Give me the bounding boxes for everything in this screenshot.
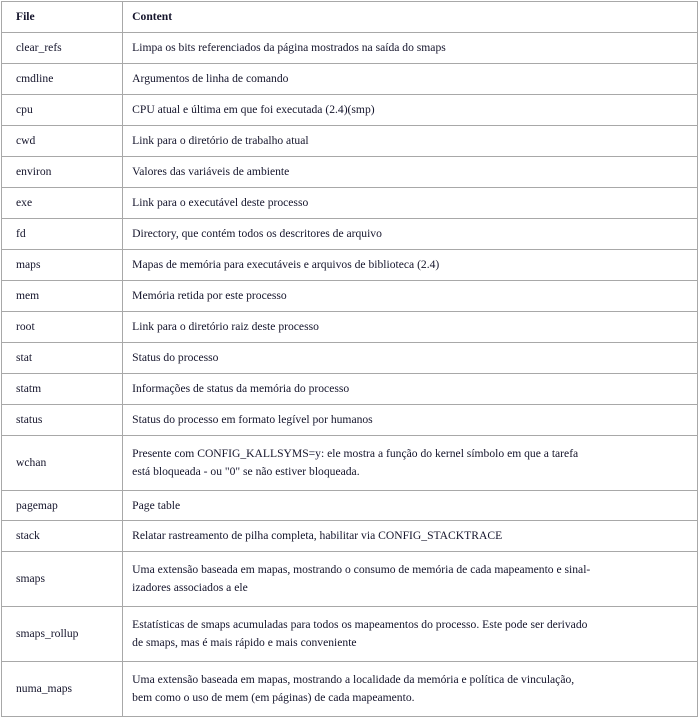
cell-content-line: Valores das variáveis de ambiente xyxy=(132,164,290,178)
cell-file-name: environ xyxy=(2,156,123,187)
cell-content-line: Link para o diretório de trabalho atual xyxy=(132,133,309,147)
cell-content-description xyxy=(123,94,698,125)
cell-content-line: Argumentos de linha de comando xyxy=(132,71,289,85)
cell-file-name: stack xyxy=(2,521,123,552)
cell-file-name: status xyxy=(2,404,123,435)
table-row xyxy=(2,125,698,156)
table-row xyxy=(2,94,698,125)
table-row xyxy=(2,404,698,435)
cell-content-description xyxy=(123,521,698,552)
table-row xyxy=(2,187,698,218)
table-row xyxy=(2,552,698,607)
cell-content-line: Informações de status da memória do processo xyxy=(132,381,350,395)
cell-file-name: clear_refs xyxy=(2,32,123,63)
cell-file-name: mem xyxy=(2,280,123,311)
cell-content-line: Directory, que contém todos os descritores de arquivo xyxy=(132,226,382,240)
cell-content-description xyxy=(123,490,698,521)
cell-content-line: Estatísticas de smaps acumuladas para todos os mapeamentos do processo. Este pode ser derivado xyxy=(132,618,588,632)
cell-file-name: root xyxy=(2,311,123,342)
cell-file-name: fd xyxy=(2,218,123,249)
cell-content-description xyxy=(123,280,698,311)
cell-content-description xyxy=(123,32,698,63)
table-row xyxy=(2,280,698,311)
cell-file-name: wchan xyxy=(2,435,123,490)
cell-content-description xyxy=(123,662,698,717)
cell-file-name: exe xyxy=(2,187,123,218)
cell-content-line: Status do processo em formato legível por humanos xyxy=(132,412,373,426)
cell-content-description xyxy=(123,342,698,373)
cell-content-line: de smaps, mas é mais rápido e mais conveniente xyxy=(132,636,357,650)
table-row xyxy=(2,373,698,404)
cell-file-name: cwd xyxy=(2,125,123,156)
cell-content-line: Memória retida por este processo xyxy=(132,288,287,302)
table-header xyxy=(2,2,698,33)
table-row xyxy=(2,662,698,717)
table-row xyxy=(2,521,698,552)
cell-file-name: pagemap xyxy=(2,490,123,521)
cell-content-line: Page table xyxy=(132,498,181,512)
cell-content-line: Relatar rastreamento de pilha completa, habilitar via CONFIG_STACKTRACE xyxy=(132,529,503,543)
cell-content-line: izadores associados a ele xyxy=(132,581,248,595)
table-row xyxy=(2,342,698,373)
cell-content-line: bem como o uso de mem (em páginas) de cada mapeamento. xyxy=(132,691,415,705)
table-row xyxy=(2,63,698,94)
cell-file-name: smaps xyxy=(2,552,123,607)
cell-content-line: Status do processo xyxy=(132,350,219,364)
cell-file-name: cpu xyxy=(2,94,123,125)
cell-content-description xyxy=(123,125,698,156)
cell-content-description xyxy=(123,404,698,435)
cell-file-name: statm xyxy=(2,373,123,404)
table-row xyxy=(2,32,698,63)
cell-content-description xyxy=(123,187,698,218)
cell-content-description xyxy=(123,552,698,607)
proc-files-table xyxy=(1,1,698,717)
cell-content-line: Mapas de memória para executáveis e arquivos de biblioteca (2.4) xyxy=(132,257,440,271)
table-body xyxy=(2,32,698,716)
cell-content-description xyxy=(123,249,698,280)
cell-file-name: smaps_rollup xyxy=(2,607,123,662)
table-row xyxy=(2,435,698,490)
cell-file-name: cmdline xyxy=(2,63,123,94)
cell-content-line: Uma extensão baseada em mapas, mostrando o consumo de memória de cada mapeamento e sinal- xyxy=(132,563,591,577)
cell-content-line: Link para o executável deste processo xyxy=(132,195,309,209)
cell-file-name: maps xyxy=(2,249,123,280)
cell-content-line: Uma extensão baseada em mapas, mostrando a localidade da memória e política de vinculação, xyxy=(132,673,575,687)
table-row xyxy=(2,490,698,521)
cell-content-description xyxy=(123,218,698,249)
cell-content-description xyxy=(123,373,698,404)
table-row xyxy=(2,311,698,342)
cell-file-name: numa_maps xyxy=(2,662,123,717)
cell-content-description xyxy=(123,435,698,490)
column-header-file: File xyxy=(2,2,123,33)
table-row xyxy=(2,249,698,280)
table-row xyxy=(2,156,698,187)
cell-file-name: stat xyxy=(2,342,123,373)
cell-content-line: está bloqueada - ou "0" se não estiver bloqueada. xyxy=(132,464,360,478)
cell-content-description xyxy=(123,156,698,187)
cell-content-line: Link para o diretório raiz deste processo xyxy=(132,319,319,333)
cell-content-line: Limpa os bits referenciados da página mostrados na saída do smaps xyxy=(132,40,446,54)
cell-content-line: CPU atual e última em que foi executada (2.4)(smp) xyxy=(132,102,375,116)
table-header-row xyxy=(2,2,698,33)
cell-content-description xyxy=(123,607,698,662)
cell-content-description xyxy=(123,311,698,342)
table-row xyxy=(2,218,698,249)
table-row xyxy=(2,607,698,662)
column-header-content: Content xyxy=(123,2,698,33)
cell-content-line: Presente com CONFIG_KALLSYMS=y: ele mostra a função do kernel símbolo em que a tarefa xyxy=(132,446,579,460)
cell-content-description xyxy=(123,63,698,94)
